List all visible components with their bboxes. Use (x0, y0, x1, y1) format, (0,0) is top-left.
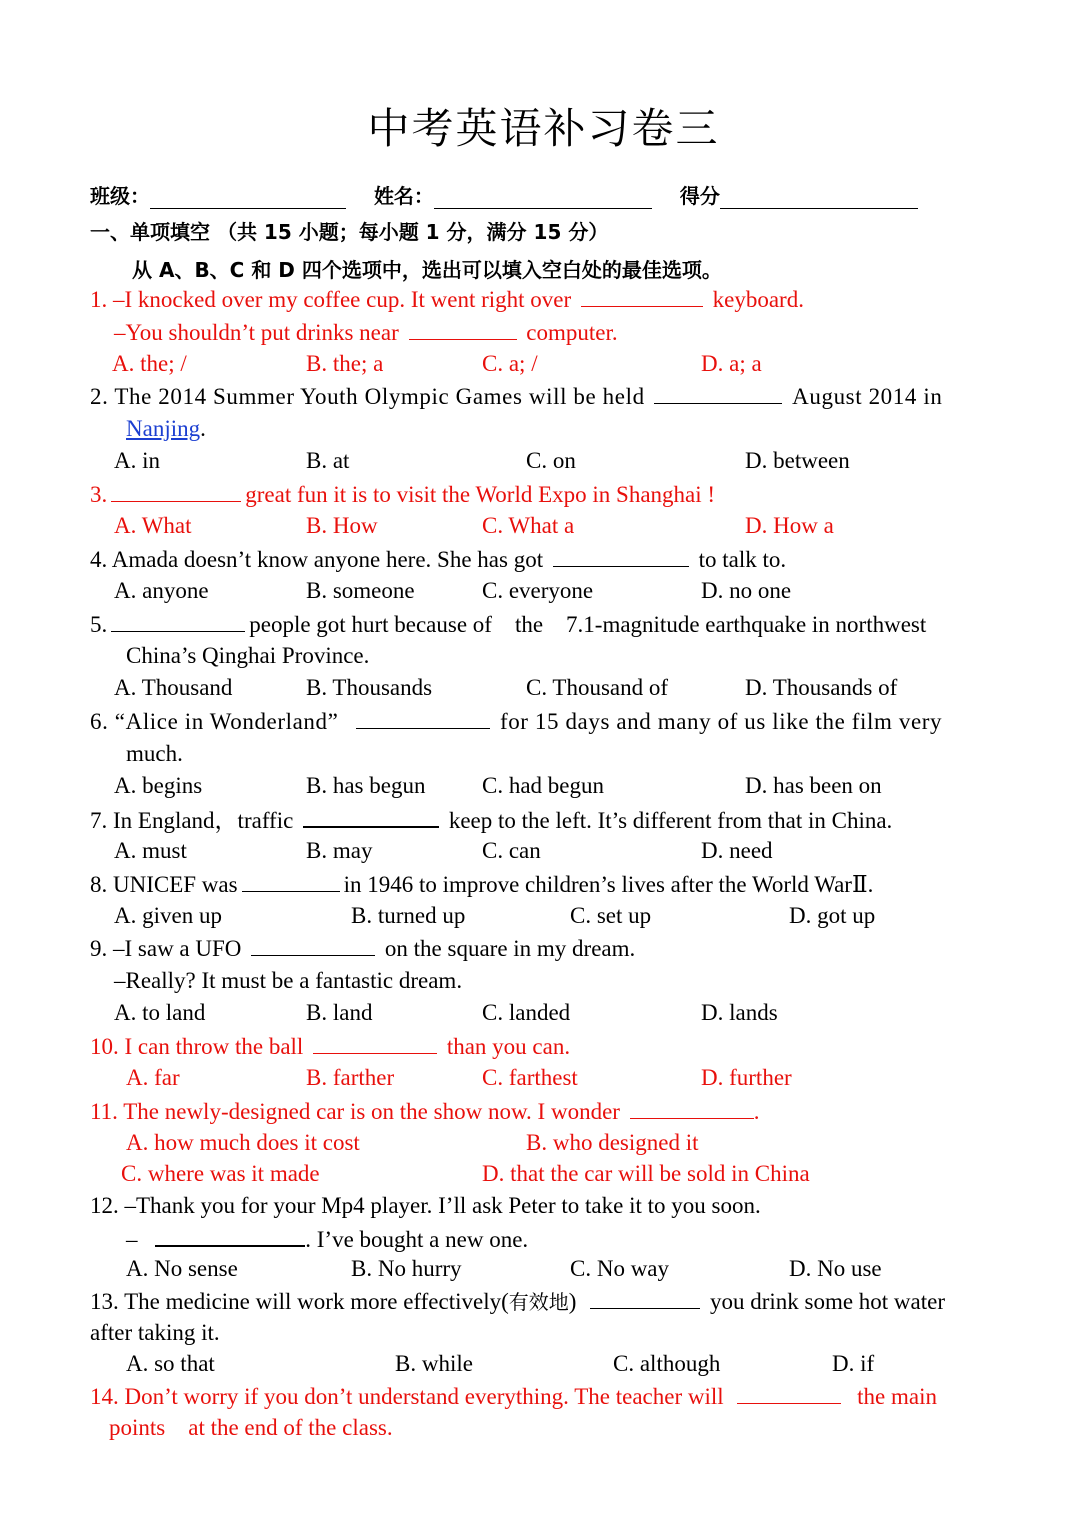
q12-text-b: . I’ve bought a new one. (305, 1227, 529, 1252)
q4-text-a: 4. Amada doesn’t know anyone here. She has got (90, 547, 544, 572)
question-14 (90, 1381, 937, 1412)
q9-text-b: on the square in my dream. (384, 936, 636, 961)
q1-option-a[interactable]: A. the; / (112, 351, 187, 376)
question-5 (90, 609, 926, 640)
q7-option-d[interactable]: D. need (701, 838, 773, 863)
q5-text-b: people got hurt because of the 7.1-magnitude earthquake in northwest (249, 612, 927, 637)
q3-option-c[interactable]: C. What a (482, 513, 575, 538)
q6-option-c[interactable]: C. had begun (482, 773, 605, 798)
q13-blank[interactable] (590, 1286, 700, 1309)
q1-option-c[interactable]: C. a; / (482, 351, 538, 376)
q11-text-a: 11. The newly-designed car is on the show now. I wonder (90, 1099, 620, 1124)
q5-option-c[interactable]: C. Thousand of (526, 675, 669, 700)
q2-text-a: 2. The 2014 Summer Youth Olympic Games will be held (90, 384, 645, 409)
q2-option-a[interactable]: A. in (114, 448, 160, 473)
q8-option-a[interactable]: A. given up (114, 903, 222, 928)
q5-option-d[interactable]: D. Thousands of (745, 675, 898, 700)
question-12: 12. –Thank you for your Mp4 player. I’ll ask Peter to take it to you soon. (90, 1193, 761, 1218)
q9-text-a: 9. –I saw a UFO (90, 936, 242, 961)
q4-text-b: to talk to. (698, 547, 787, 572)
question-3 (90, 479, 715, 510)
q9-blank[interactable] (251, 933, 375, 956)
q6-text-a: 6. “Alice in Wonderland” (90, 709, 339, 734)
q5-option-a[interactable]: A. Thousand (114, 675, 233, 700)
q8-option-b[interactable]: B. turned up (351, 903, 466, 928)
q6-option-b[interactable]: B. has begun (306, 773, 426, 798)
q9-option-d[interactable]: D. lands (701, 1000, 778, 1025)
q13-text-b: ) (568, 1289, 577, 1314)
question-12-reply (126, 1223, 528, 1255)
q14-text-a: 14. Don’t worry if you don’t understand everything. The teacher will (90, 1384, 724, 1409)
q4-blank[interactable] (553, 544, 689, 567)
q4-option-b[interactable]: B. someone (306, 578, 415, 603)
question-1 (90, 284, 804, 315)
section-instruction: 从 A、B、C 和 D 四个选项中，选出可以填入空白处的最佳选项。 (132, 258, 722, 282)
q7-text-a: 7. In England，traffic (90, 808, 294, 833)
q10-option-b[interactable]: B. farther (306, 1065, 395, 1090)
q9-option-b[interactable]: B. land (306, 1000, 373, 1025)
name-label: 姓名： (373, 184, 434, 208)
q7-option-c[interactable]: C. can (482, 838, 541, 863)
q12-option-a[interactable]: A. No sense (126, 1256, 238, 1281)
q10-text-a: 10. I can throw the ball (90, 1034, 304, 1059)
q13-option-d[interactable]: D. if (832, 1351, 875, 1376)
q8-option-d[interactable]: D. got up (789, 903, 876, 928)
q7-blank[interactable] (303, 804, 439, 828)
q6-option-d[interactable]: D. has been on (745, 773, 882, 798)
q13-option-a[interactable]: A. so that (126, 1351, 215, 1376)
q11-option-a[interactable]: A. how much does it cost (126, 1130, 360, 1155)
q2-option-b[interactable]: B. at (306, 448, 350, 473)
q4-option-d[interactable]: D. no one (701, 578, 792, 603)
q9-option-a[interactable]: A. to land (114, 1000, 206, 1025)
q8-option-c[interactable]: C. set up (570, 903, 652, 928)
q11-option-c[interactable]: C. where was it made (121, 1161, 320, 1186)
q7-option-b[interactable]: B. may (306, 838, 373, 863)
q5-option-b[interactable]: B. Thousands (306, 675, 433, 700)
class-field[interactable] (150, 184, 346, 209)
q2-text-b: August 2014 in (792, 384, 943, 409)
name-field[interactable] (434, 184, 652, 209)
q1-text-c: –You shouldn’t put drinks near (114, 320, 399, 345)
question-13-cont: after taking it. (90, 1320, 220, 1345)
q1-blank-1[interactable] (581, 284, 703, 307)
question-1-reply (114, 317, 618, 348)
question-14-cont: points at the end of the class. (109, 1415, 393, 1440)
class-label: 班级： (90, 184, 150, 208)
q10-text-b: than you can. (446, 1034, 571, 1059)
q14-blank[interactable] (737, 1381, 841, 1404)
q13-text-c: you drink some hot water (709, 1289, 946, 1314)
q8-text-b: in 1946 to improve children’s lives after the World WarⅡ. (343, 872, 874, 897)
q6-option-a[interactable]: A. begins (114, 773, 203, 798)
q10-option-d[interactable]: D. further (701, 1065, 792, 1090)
q12-option-c[interactable]: C. No way (570, 1256, 670, 1281)
q6-blank[interactable] (356, 706, 490, 729)
student-info-row (90, 180, 918, 209)
question-13 (90, 1286, 945, 1317)
nanjing-link[interactable]: Nanjing (126, 416, 201, 441)
q13-option-b[interactable]: B. while (395, 1351, 473, 1376)
question-5-cont: China’s Qinghai Province. (126, 643, 370, 668)
q11-text-b: . (753, 1099, 760, 1124)
q7-option-a[interactable]: A. must (114, 838, 187, 863)
q8-blank[interactable] (242, 869, 340, 892)
q11-option-d[interactable]: D. that the car will be sold in China (482, 1161, 810, 1186)
question-6 (90, 706, 942, 737)
q12-option-d[interactable]: D. No use (789, 1256, 882, 1281)
q11-blank[interactable] (630, 1096, 754, 1119)
q13-option-c[interactable]: C. although (613, 1351, 721, 1376)
question-9-reply: –Really? It must be a fantastic dream. (114, 968, 463, 993)
q9-option-c[interactable]: C. landed (482, 1000, 571, 1025)
question-6-cont: much. (126, 741, 183, 766)
q10-blank[interactable] (313, 1031, 437, 1054)
q7-text-b: keep to the left. It’s different from that in China. (448, 808, 893, 833)
section-heading: 一、单项填空 （共 15 小题；每小题 1 分，满分 15 分） (90, 220, 609, 244)
q4-option-a[interactable]: A. anyone (114, 578, 209, 603)
question-2 (90, 381, 942, 412)
q1-option-b[interactable]: B. the; a (306, 351, 384, 376)
q3-option-d[interactable]: D. How a (745, 513, 834, 538)
q2-blank[interactable] (654, 381, 782, 404)
q13-chinese-gloss: 有效地 (508, 1290, 569, 1314)
q12-blank[interactable] (155, 1223, 305, 1247)
q2-dot: . (200, 416, 206, 441)
q1-blank-2[interactable] (409, 317, 517, 340)
q6-text-b: for 15 days and many of us like the film very (499, 709, 943, 734)
q3-blank[interactable] (111, 479, 241, 502)
q5-blank[interactable] (111, 609, 245, 632)
question-10 (90, 1031, 570, 1062)
q1-text-b: keyboard. (712, 287, 804, 312)
q2-option-d[interactable]: D. between (745, 448, 850, 473)
question-9 (90, 933, 635, 964)
q1-option-d[interactable]: D. a; a (701, 351, 762, 376)
q10-option-c[interactable]: C. farthest (482, 1065, 578, 1090)
q12-option-b[interactable]: B. No hurry (351, 1256, 462, 1281)
q14-text-b: the main (857, 1384, 937, 1409)
q5-text-a: 5. (90, 612, 108, 637)
question-7 (90, 804, 892, 836)
q10-option-a[interactable]: A. far (126, 1065, 180, 1090)
question-2-cont (126, 414, 206, 444)
q13-text-a: 13. The medicine will work more effectively( (90, 1289, 509, 1314)
page-title: 中考英语补习卷三 (367, 104, 720, 153)
q1-text-d: computer. (526, 320, 618, 345)
score-label: 得分 (679, 184, 720, 208)
q11-option-b[interactable]: B. who designed it (526, 1130, 699, 1155)
q4-option-c[interactable]: C. everyone (482, 578, 594, 603)
question-4 (90, 544, 786, 575)
question-11 (90, 1096, 759, 1127)
q8-text-a: 8. UNICEF was (90, 872, 238, 897)
q12-text-a: – (126, 1227, 138, 1252)
q3-text-b: great fun it is to visit the World Expo in Shanghai ! (245, 482, 716, 507)
score-field[interactable] (720, 184, 918, 209)
question-8 (90, 869, 873, 900)
q2-option-c[interactable]: C. on (526, 448, 576, 473)
q3-text-a: 3. (90, 482, 108, 507)
q3-option-a[interactable]: A. What (114, 513, 192, 538)
q1-text-a: 1. –I knocked over my coffee cup. It went right over (90, 287, 572, 312)
q3-option-b[interactable]: B. How (306, 513, 378, 538)
